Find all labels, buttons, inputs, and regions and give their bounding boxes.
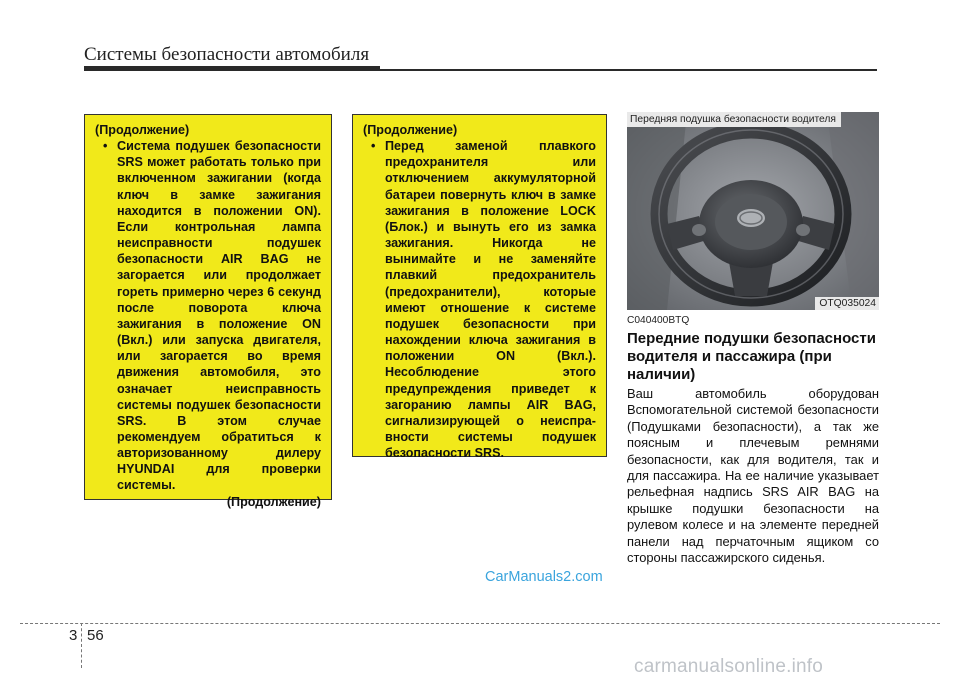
photo-caption: Передняя подушка безопасности водителя xyxy=(627,112,841,127)
steering-wheel-illustration xyxy=(627,112,879,310)
warning-box-continued-tail: (Продолжение) xyxy=(226,494,321,509)
steering-wheel-photo xyxy=(627,112,879,310)
warning-box-fuse-replacement xyxy=(352,114,607,461)
warning-box-bullet-text: • Система подушек безопасности SRS может работать только при включенном зажигании (когда ключ в замке зажигания находится в положении ON). Если контрольная лампа неисправности подушек безопасности AIR BAG не загорается или продолжает гореть примерно через 6 секунд после поворота ключа зажигания в положение ON (Вкл.) или запуска двигателя, или загорается во время движения автомобиля, это означает неисправность системы подушек безопасности SRS. В этом случае рекомендуем обратиться к авторизованному дилеру HYUNDAI для проверки системы. xyxy=(95,138,321,493)
section-code: C040400BTQ xyxy=(627,315,690,326)
bottom-watermark: carmanualsonline.info xyxy=(634,656,824,677)
watermark-link[interactable]: CarManuals2.com xyxy=(485,569,603,585)
footer-divider xyxy=(20,623,940,624)
page-header-title: Системы безопасности автомобиля xyxy=(84,44,370,65)
warning-box-bullet-text: • Перед заменой плавкого предохранителя или отключением аккумуляторной батареи повернуть ключ в замке зажигания в положение LOCK (Блок.) и вынуть его из замка зажигания. Никогда не вынимайте и не заменяйте плавкий предохранитель (предохранители), которые имеют отношение к системе подушек безопасности при нахождении ключа зажигания в положении ON (Вкл.). Несоблюдение этого предупреждения приведет к загоранию лампы AIR BAG, сигнализирующей о неиспра-вности системы подушек безопасности SRS. xyxy=(363,138,596,461)
photo-code: OTQ035024 xyxy=(815,297,879,310)
section-title: Передние подушки безопасности водителя и пассажира (при наличии) xyxy=(627,330,876,383)
warning-box-continued-head: (Продолжение) xyxy=(95,123,190,137)
section-body-text: Ваш автомобиль оборудован Вспомогательной системой безопасности (Подушками безопасности), а так же поясным и плечевым ремнями безопасности, как для водителя, так и для пассажира. На ее наличие указывает рельефная надпись SRS AIR BAG на крышке подушки безопасности на рулевом колесе и на элементе передней панели над перчаточным ящиком со стороны пассажирского сиденья. xyxy=(627,386,879,566)
page-chapter-number: 3 xyxy=(69,627,78,644)
header-rule xyxy=(84,69,877,71)
warning-box-srs-ignition xyxy=(84,114,332,509)
page-number: 56 xyxy=(87,627,104,644)
warning-box-continued-head: (Продолжение) xyxy=(363,123,458,137)
footer-vertical-divider xyxy=(81,623,82,668)
